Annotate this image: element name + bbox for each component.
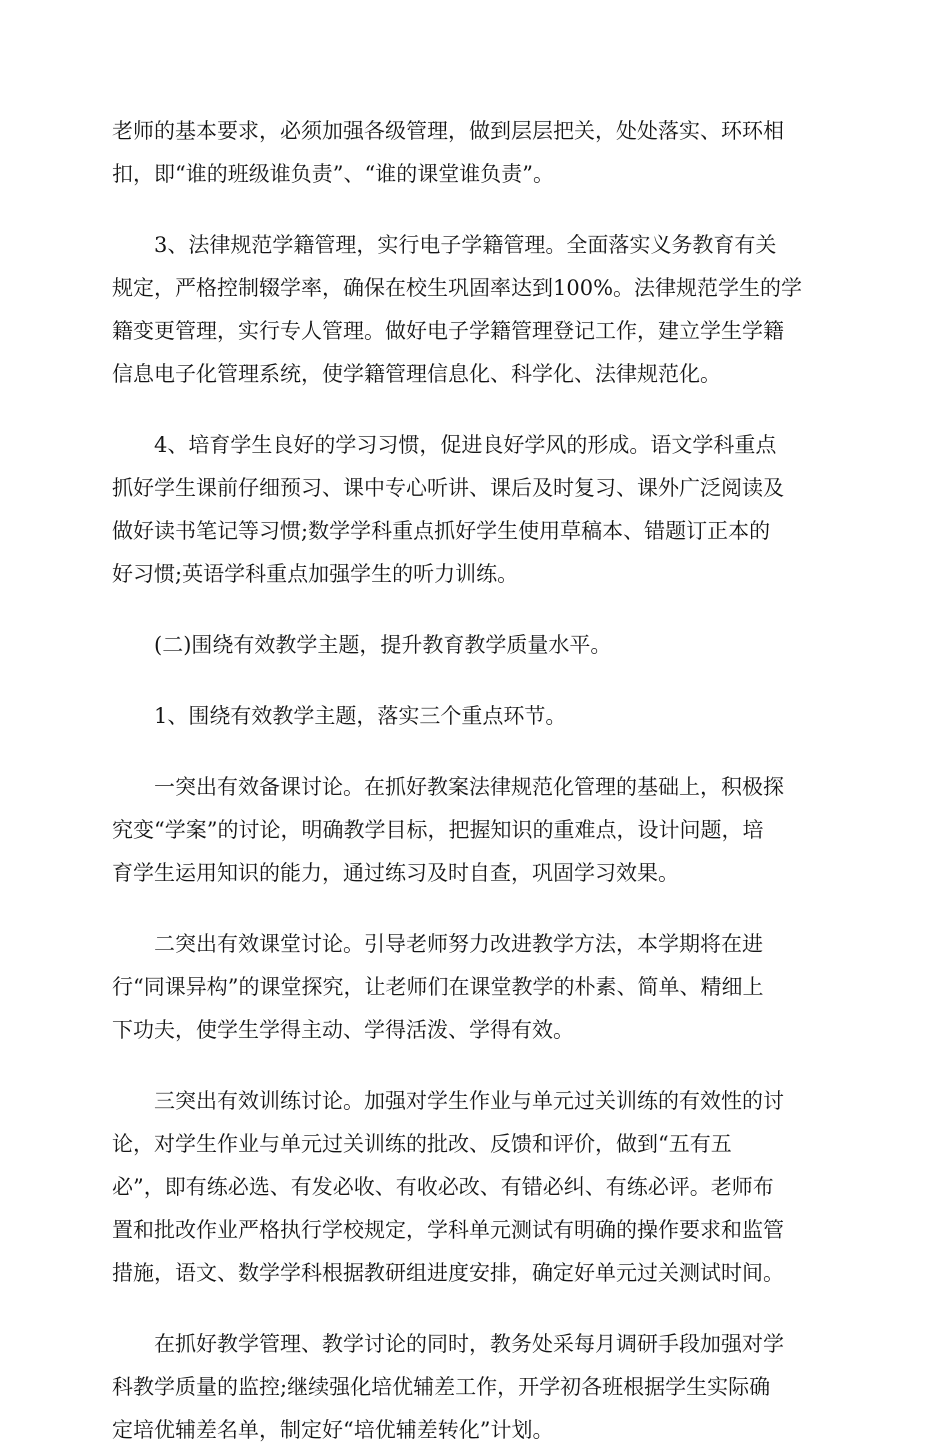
text-line: 定培优辅差名单，制定好“培优辅差转化”计划。	[112, 1418, 554, 1442]
text-line: 措施，语文、数学学科根据教研组进度安排，确定好单元过关测试时间。	[112, 1261, 784, 1285]
text-line: 必”，即有练必选、有发必收、有收必改、有错必纠、有练必评。老师布	[112, 1175, 774, 1199]
text-line: 信息电子化管理系统，使学籍管理信息化、科学化、法律规范化。	[112, 362, 721, 386]
paragraph-study-habits	[112, 424, 838, 596]
text-line: 老师的基本要求，必须加强各级管理，做到层层把关，处处落实、环环相	[112, 119, 784, 143]
paragraph-student-registration	[112, 224, 838, 396]
subheading-three-key-links	[112, 695, 838, 738]
paragraph-training-discussion	[112, 1080, 838, 1295]
text-line: (二)围绕有效教学主题，提升教育教学质量水平。	[112, 633, 612, 657]
text-line: 扣，即“谁的班级谁负责”、“谁的课堂谁负责”。	[112, 162, 554, 186]
text-line: 置和批改作业严格执行学校规定，学科单元测试有明确的操作要求和监管	[112, 1218, 784, 1242]
text-line: 1、围绕有效教学主题，落实三个重点环节。	[112, 704, 567, 728]
paragraph-management-requirements	[112, 110, 838, 196]
text-line: 三突出有效训练讨论。加强对学生作业与单元过关训练的有效性的讨	[112, 1089, 784, 1113]
text-line: 好习惯;英语学科重点加强学生的听力训练。	[112, 562, 519, 586]
text-line: 规定，严格控制辍学率，确保在校生巩固率达到100%。法律规范学生的学	[112, 276, 803, 300]
text-line: 究变“学案”的讨论，明确教学目标，把握知识的重难点，设计问题，培	[112, 818, 764, 842]
section-heading-effective-teaching	[112, 624, 838, 667]
paragraph-quality-monitoring	[112, 1323, 838, 1452]
text-line: 论，对学生作业与单元过关训练的批改、反馈和评价，做到“五有五	[112, 1132, 732, 1156]
text-line: 3、法律规范学籍管理，实行电子学籍管理。全面落实义务教育有关	[112, 233, 777, 257]
text-line: 在抓好教学管理、教学讨论的同时，教务处采每月调研手段加强对学	[112, 1332, 784, 1356]
text-line: 4、培育学生良好的学习习惯，促进良好学风的形成。语文学科重点	[112, 433, 777, 457]
text-line: 一突出有效备课讨论。在抓好教案法律规范化管理的基础上，积极探	[112, 775, 784, 799]
text-line: 育学生运用知识的能力，通过练习及时自查，巩固学习效果。	[112, 861, 679, 885]
text-line: 下功夫，使学生学得主动、学得活泼、学得有效。	[112, 1018, 574, 1042]
text-line: 行“同课异构”的课堂探究，让老师们在课堂教学的朴素、简单、精细上	[112, 975, 764, 999]
paragraph-lesson-preparation	[112, 766, 838, 895]
paragraph-classroom-discussion	[112, 923, 838, 1052]
text-line: 抓好学生课前仔细预习、课中专心听讲、课后及时复习、课外广泛阅读及	[112, 476, 784, 500]
text-line: 二突出有效课堂讨论。引导老师努力改进教学方法，本学期将在进	[112, 932, 763, 956]
text-line: 籍变更管理，实行专人管理。做好电子学籍管理登记工作，建立学生学籍	[112, 319, 784, 343]
text-line: 做好读书笔记等习惯;数学学科重点抓好学生使用草稿本、错题订正本的	[112, 519, 771, 543]
text-line: 科教学质量的监控;继续强化培优辅差工作，开学初各班根据学生实际确	[112, 1375, 771, 1399]
